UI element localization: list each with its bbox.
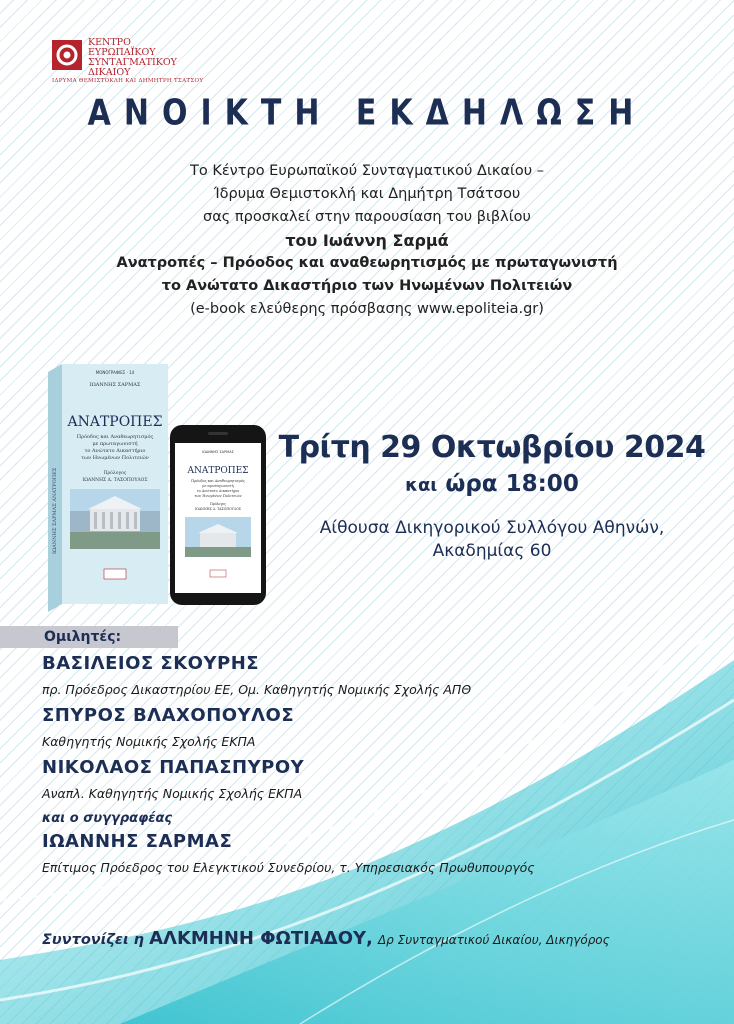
book-cover-title: ΑΝΑΤΡΟΠΕΣ <box>67 414 163 430</box>
organization-logo <box>50 38 210 88</box>
phone-cover-subtitle: με πρωταγωνιστή <box>202 484 234 488</box>
moderator-line <box>42 928 732 949</box>
speakers-label: Ομιλητές: <box>0 626 178 648</box>
ebook-note: (e-book ελεύθερης πρόσβασης www.epoliteia.gr) <box>190 301 544 317</box>
speaker-name: ΝΙΚΟΛΑΟΣ ΠΑΠΑΣΠΥΡΟΥ <box>42 757 305 778</box>
speaker-role: Καθηγητής Νομικής Σχολής ΕΚΠΑ <box>42 734 256 749</box>
logo-line: ΚΕΝΤΡΟ <box>88 37 131 48</box>
book-spine-text: ΙΩΑΝΝΗΣ ΣΑΡΜΑΣ ΑΝΑΤΡΟΠΕΣ <box>52 467 58 554</box>
logo-line: ΣΥΝΤΑΓΜΑΤΙΚΟΥ <box>88 57 177 68</box>
page-title: ΑΝΟΙΚΤΗ ΕΚΔΗΛΩΣΗ <box>87 92 647 135</box>
phone-cover-preface-label: Πρόλογος <box>209 502 227 506</box>
moderator-role: Δρ Συνταγματικού Δικαίου, Δικηγόρος <box>377 933 610 947</box>
book-cover-image <box>48 364 168 612</box>
speaker-name: ΣΠΥΡΟΣ ΒΛΑΧΟΠΟΥΛΟΣ <box>42 705 295 726</box>
intro-line: Το Κέντρο Ευρωπαϊκού Συνταγματικού Δικαίου – <box>189 163 545 179</box>
logo-line: ΔΙΚΑΙΟΥ <box>88 67 131 78</box>
logo-line: ΕΥΡΩΠΑΪΚΟΥ <box>88 47 156 58</box>
intro-line: Ίδρυμα Θεμιστοκλή και Δημήτρη Τσάτσου <box>213 186 521 202</box>
book-cover-preface-label: Πρόλογος <box>103 471 127 476</box>
venue-line: Αίθουσα Δικηγορικού Συλλόγου Αθηνών, <box>319 518 665 538</box>
intro-line: σας προσκαλεί στην παρουσίαση του βιβλίου <box>203 209 531 225</box>
logo-subtitle: ΙΔΡΥΜΑ ΘΕΜΙΣΤΟΚΛΗ ΚΑΙ ΔΗΜΗΤΡΗ ΤΣΑΤΣΟΥ <box>52 78 204 84</box>
moderator-lead: Συντονίζει η <box>42 932 144 948</box>
phone-cover-subtitle: των Ηνωμένων Πολιτειών <box>194 494 242 498</box>
book-cover-subtitle: Πρόοδος και Αναθεωρητισμός <box>76 434 154 440</box>
phone-cover-subtitle: το Ανώτατο Δικαστήριο <box>196 489 240 493</box>
author-speaker-name: ΙΩΑΝΝΗΣ ΣΑΡΜΑΣ <box>42 831 233 852</box>
event-time <box>250 471 734 497</box>
invitation-text <box>0 160 734 321</box>
event-date: Τρίτη 29 Οκτωβρίου 2024 <box>278 430 706 465</box>
event-details <box>250 430 734 563</box>
book-title-line: Ανατροπές – Πρόοδος και αναθεωρητισμός με πρωταγωνιστή <box>116 255 618 271</box>
book-title-line: το Ανώτατο Δικαστήριο των Ηνωμένων Πολιτειών <box>161 278 573 294</box>
phone-cover-subtitle: Πρόοδος και Αναθεωρητισμός <box>191 479 245 483</box>
phone-cover-preface-author: ΙΩΑΝΝΗΣ Δ. ΤΑΣΟΠΟΥΛΟΣ <box>194 507 242 511</box>
book-author: του Ιωάννη Σαρμά <box>285 231 449 250</box>
speaker-role: Αναπλ. Καθηγητής Νομικής Σχολής ΕΚΠΑ <box>42 786 303 801</box>
venue-line: Ακαδημίας 60 <box>432 541 552 561</box>
phone-cover-author: ΙΩΑΝΝΗΣ ΣΑΡΜΑΣ <box>202 450 234 454</box>
author-label: και ο συγγραφέας <box>42 811 173 826</box>
publisher-logo-icon <box>104 569 126 579</box>
logo-text <box>88 38 177 78</box>
logo-emblem-icon <box>52 40 82 70</box>
event-venue <box>250 517 734 563</box>
book-series: ΜΟΝΟΓΡΑΦΙΕΣ · 14 <box>95 370 135 375</box>
event-time-prefix: και <box>405 475 438 496</box>
book-cover-subtitle: το Ανώτατο Δικαστήριο <box>84 448 146 454</box>
book-cover-preface-author: ΙΩΑΝΝΗΣ Δ. ΤΑΣΟΠΟΥΛΟΣ <box>82 478 148 483</box>
book-cover-subtitle: με πρωταγωνιστή <box>92 441 138 447</box>
author-speaker-role: Επίτιμος Πρόεδρος του Ελεγκτικού Συνεδρίου, τ. Υπηρεσιακός Πρωθυπουργός <box>42 860 535 875</box>
speakers-list <box>42 652 722 882</box>
book-cover-author: ΙΩΑΝΝΗΣ ΣΑΡΜΑΣ <box>89 382 141 388</box>
event-time-value: ώρα 18:00 <box>445 471 579 497</box>
speaker-role: πρ. Πρόεδρος Δικαστηρίου ΕΕ, Ομ. Καθηγητής Νομικής Σχολής ΑΠΘ <box>42 682 472 697</box>
phone-cover-title: ΑΝΑΤΡΟΠΕΣ <box>187 466 249 476</box>
moderator-name: ΑΛΚΜΗΝΗ ΦΩΤΙΑΔΟΥ, <box>149 928 373 949</box>
book-cover-subtitle: των Ηνωμένων Πολιτειών <box>81 455 149 461</box>
speaker-name: ΒΑΣΙΛΕΙΟΣ ΣΚΟΥΡΗΣ <box>42 653 260 674</box>
